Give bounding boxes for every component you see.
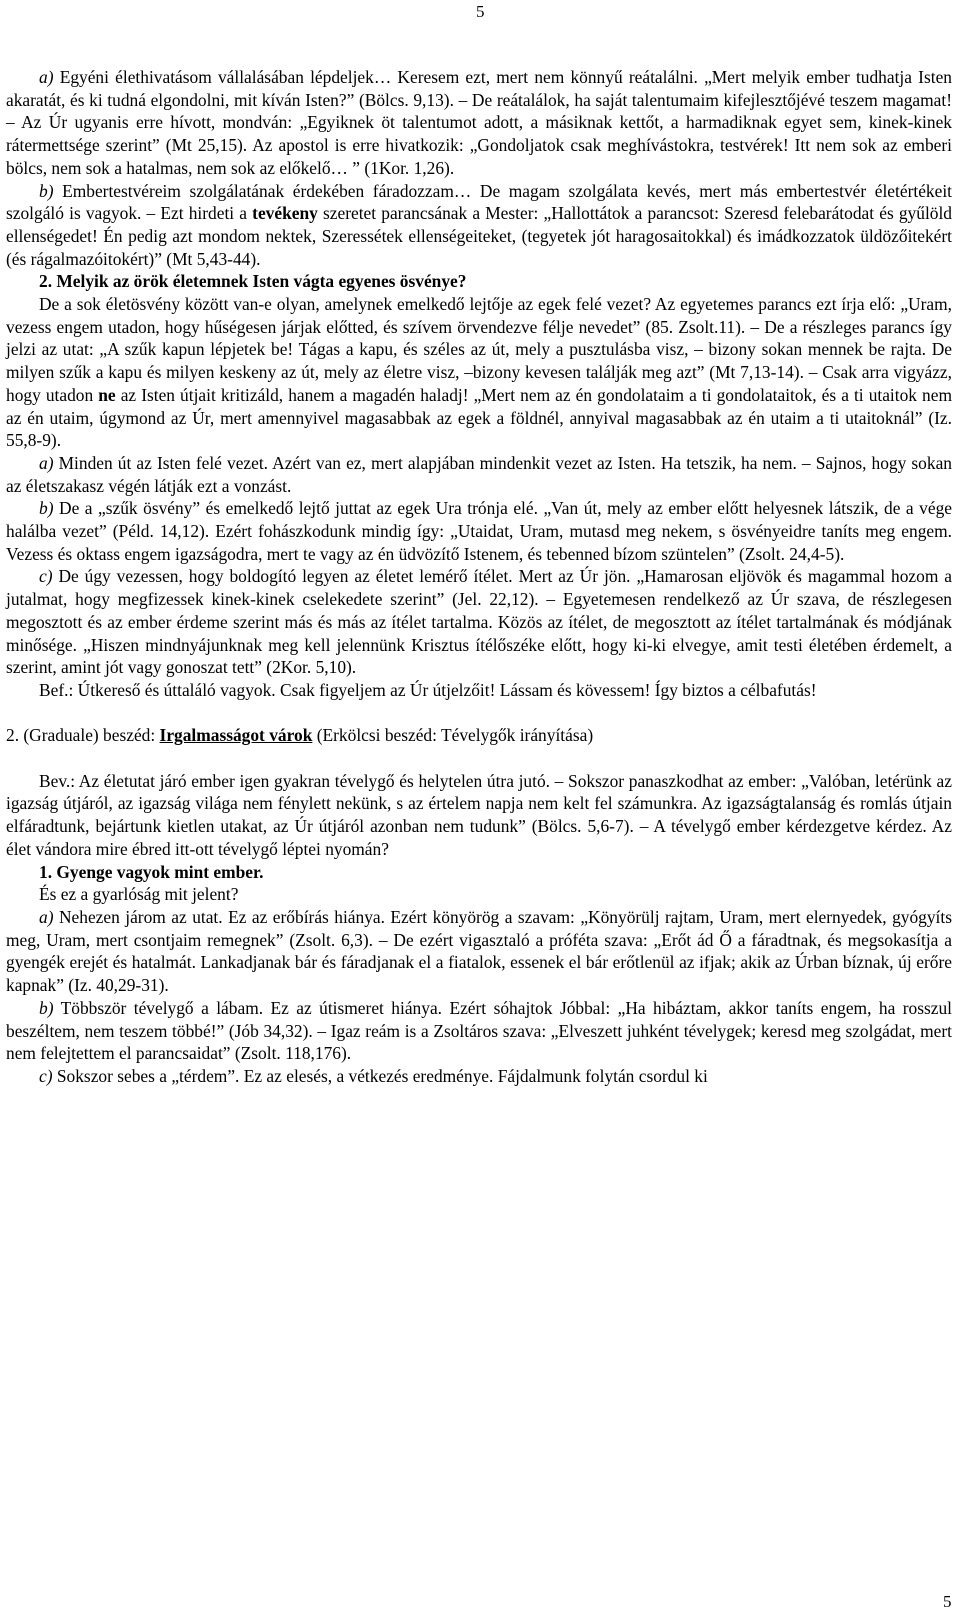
paragraph — [6, 997, 952, 1065]
list-marker: a) — [39, 906, 54, 927]
text-run: Embertestvéreim szolgálatának érdekében fáradozzam… De magam szolgálata kevés, mert más embertestvér életértékeit szolgáló is vagyok. – Ezt hirdeti a — [6, 180, 952, 224]
emphasized-text: 2. Melyik az örök életemnek Isten vágta egyenes ösvénye? — [39, 271, 467, 292]
text-run: Bev.: Az életutat járó ember igen gyakran tévelygő és helytelen útra jutó. – Sokszor panaszkodhat az ember: „Valóban, letérünk az igazság útjáról, az igazság világa nem fénylett nekünk, s az értelem napja nem kelt fel számunkra. Az igazságtalanság és romlás útjain elfáradtunk, bejártunk kietlen utakat, az Úr útjáról azonban nem tudunk” (Bölcs. 5,6-7). – A tévelygő ember kérdezgetve kérdez. Az élet vándora mire ébred itt-ott tévelygő léptei nyomán? — [6, 770, 952, 859]
list-marker: a) — [39, 67, 54, 87]
text-run: Sokszor sebes a „térdem”. Ez az elesés, a vétkezés eredménye. Fájdalmunk folytán csordul ki — [52, 1065, 708, 1086]
list-marker: a) — [39, 452, 54, 473]
text-run: Többször tévelygő a lábam. Ez az útismeret hiánya. Ezért sóhajtok Jóbbal: „Ha hibáztam, akkor taníts engem, ha rosszul beszéltem, nem teszem többé!” (Jób 34,32). – Igaz reám is a Zsoltáros szava: „Elveszett juhként tévelygek; keresd meg szolgádat, mert nem felejtettem el parancsaidat” (Zsolt. 118,176). — [6, 997, 952, 1064]
emphasized-text: ne — [98, 384, 116, 405]
text-run: De úgy vezessen, hogy boldogító legyen az életet lemérő ítélet. Mert az Úr jön. „Hamarosan eljövök és magammal hozom a jutalmat, hogy megfizessek kinek-kinek cselekedete szerint” (Jel. 22,12). – Egyetemesen rendelkező az Úr szava, de részlegesen megosztott és az ember érdeme szerint más és más az ítélet tartalma. Közös az ítélet, de megosztott az ítélet tartalmának és módjának minősége. „Hiszen mindnyájunknak meg kell jelennünk Krisztus ítélőszéke előtt, hogy ki-ki elvegye, amit testi életében érdemelt, a szerint, amint jót vagy gonoszat tett” (2Kor. 5,10). — [6, 566, 952, 678]
emphasized-text: 1. Gyenge vagyok mint ember. — [39, 861, 264, 882]
text-run: Nehezen járom az utat. Ez az erőbírás hiánya. Ezért könyörög a szavam: „Könyörülj rajtam, Uram, mert elernyedek, gyógyíts meg, Uram, mert csontjaim remegnek” (Zsolt. 6,3). – De ezért vigasztaló a próféta szava: „Erőt ád Ő a fáradtnak, és megsokasítja a gyengék erejét és hatalmát. Lankadjanak bár és fáradjanak el a fiatalok, essenek el bár erőtlenül az ifjak; akik az Úrban bíznak, új erőre kapnak” (Iz. 40,29-31). — [6, 906, 952, 996]
document-body — [6, 66, 952, 1088]
text-run: De a „szűk ösvény” és emelkedő lejtő juttat az egek Ura trónja elé. „Van út, mely az ember előtt helyesnek látszik, de a vége halálba vezet” (Péld. 14,12). Ezért fohászkodunk mindig így: „Utaidat, Uram, mutasd meg nekem, s ösvényeidre taníts meg engem. Vezess és oktass engem igazságodra, mert te vagy az én üdvözítő Istenem, és tebenned bízom szüntelen” (Zsolt. 24,4-5). — [6, 498, 952, 564]
paragraph — [6, 861, 952, 884]
emphasized-text: Irgalmasságot várok — [159, 725, 313, 746]
paragraph — [6, 770, 952, 861]
paragraph — [6, 497, 952, 565]
paragraph-spacer — [6, 747, 952, 770]
text-run: És ez a gyarlóság mit jelent? — [39, 884, 239, 905]
text-run: Minden út az Isten felé vezet. Azért van ez, mert alapjában mindenkit vezet az Isten. Ha tetszik, ha nem. – Sajnos, hogy sokan az életszakasz végén látják ezt a vonzást. — [6, 452, 952, 496]
list-marker: c) — [39, 1065, 53, 1086]
text-run: Bef.: Útkereső és úttaláló vagyok. Csak figyeljem az Úr útjelzőit! Lássam és kövessem! Így biztos a célbafutás! — [39, 679, 817, 700]
paragraph — [6, 906, 952, 997]
paragraph — [6, 293, 952, 452]
paragraph — [6, 270, 952, 293]
paragraph-spacer — [6, 702, 952, 725]
page-number-bottom: 5 — [943, 1592, 952, 1611]
list-marker: b) — [39, 498, 54, 519]
list-marker: b) — [39, 180, 54, 201]
text-run: az Isten útjait kritizáld, hanem a magadén haladj! „Mert nem az én gondolataim a ti gondolataitok, és a ti utaitok nem az én utaim, úgymond az Úr, mert amennyivel magasabbak az egek a földnél, annyival magasabbak az én utaim a ti utaitoknál” (Iz. 55,8-9). — [6, 384, 952, 451]
paragraph — [6, 565, 952, 679]
paragraph — [6, 724, 952, 747]
emphasized-text: tevékeny — [252, 203, 318, 224]
paragraph — [6, 180, 952, 271]
paragraph — [6, 66, 952, 180]
paragraph — [6, 883, 952, 906]
list-marker: b) — [39, 997, 54, 1018]
text-run: De a sok életösvény között van-e olyan, amelynek emelkedő lejtője az egek felé vezet? Az egyetemes parancs ezt írja elő: „Uram, vezess engem utadon, hogy hűségesen járjak előtted, és szívem örvendezve félje nevedet” (85. Zsolt.11). – De a részleges parancs így jelzi az utat: „A szűk kapun lépjetek be! Tágas a kapu, és széles az út, mely a pusztulásba visz, – bizony sokan mennek be rajta. De milyen szűk a kapu és milyen keskeny az út, mely az életre visz, –bizony kevesen találják meg azt” (Mt 7,13-14). – Csak arra vigyázz, hogy utadon — [6, 294, 952, 405]
paragraph — [6, 452, 952, 497]
paragraph — [6, 1065, 952, 1088]
page-number-top: 5 — [476, 2, 485, 21]
text-run: szeretet parancsának a Mester: „Hallottátok a parancsot: Szeresd felebarátodat és gyűlöld ellenségedet! Én pedig azt mondom nektek, Szeressétek ellenségeiteket, (tegyetek jót haragosaitokkal) és imádkozzatok üldözőitekért (és rágalmazóitokért)” (Mt 5,43-44). — [6, 203, 953, 269]
text-run: Egyéni élethivatásom vállalásában lépdeljek… Keresem ezt, mert nem könnyű reátalálni. „Mert melyik ember tudhatja Isten akaratát, és ki tudná elgondolni, mit kíván Isten?” (Bölcs. 9,13). – De reátalálok, ha saját talentumaim kifejlesztőjévé teszem magamat! – Az Úr ugyanis erre hívott, mondván: „Egyiknek öt talentumot adott, a másiknak kettőt, a harmadiknak egyet sem, kinek-kinek rátermettsége szerint” (Mt 25,15). Az apostol is erre hivatkozik: „Gondoljatok csak meghívástokra, testvérek! Itt nem sok az emberi bölcs, nem sok a hatalmas, nem sok az előkelő… ” (1Kor. 1,26). — [6, 67, 952, 178]
paragraph — [6, 679, 952, 702]
list-marker: c) — [39, 566, 53, 587]
text-run: 2. (Graduale) beszéd: — [6, 725, 160, 746]
text-run: (Erkölcsi beszéd: Tévelygők irányítása) — [312, 725, 594, 746]
